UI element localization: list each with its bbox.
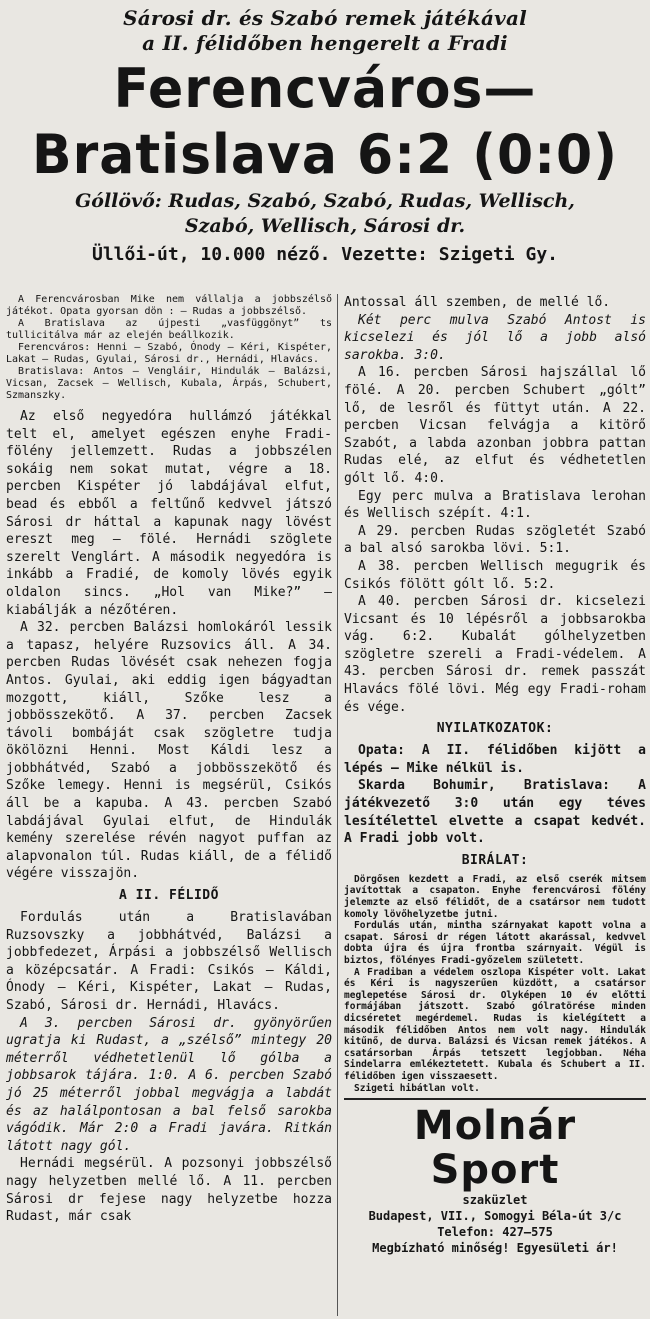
article-header — [0, 0, 650, 268]
critique-para-2: Fordulás után, mintha szárnyakat kapott volna a csapat. Sárosi dr régen látott akarással, kedvvel dobta újra és újra frontba szárnyait. Végül is biztos, fölényes Fradi-győzelem született. — [344, 920, 646, 966]
headline-line-2: Bratislava 6:2 (0:0) — [32, 123, 618, 187]
kicker-line-1: Sárosi dr. és Szabó remek játékával — [123, 6, 527, 30]
intro-lineup-ftc: Ferencváros: Henni — Szabó, Ónody — Kéri, Kispéter, Lakat — Rudas, Gyulai, Sárosi dr., Hernádi, Hlavács. — [6, 342, 332, 365]
column-divider — [337, 294, 338, 1316]
statement-opata: Opata: A II. félidőben kijött a lépés — Mike nélkül is. — [344, 743, 646, 776]
critique-para-4: Szigeti hibátlan volt. — [354, 1082, 480, 1094]
right-column — [344, 294, 646, 1256]
ad-subtitle: szaküzlet — [462, 1193, 528, 1208]
body-para-4: A 3. percben Sárosi dr. gyönyörűen ugratja ki Rudast, a „szélső” mintegy 20 méterről védhetetlenül lő gólba a jobbsarok tájára. 1:0. A 6. percben Szabó jó 25 méterről jobbal megvágja a labdát és az halálpontosan a bal felső sarokba vágódik. Már 2:0 a Fradi javára. Ritkán látott nagy gól. — [6, 1015, 332, 1154]
statements-heading: NYILATKOZATOK: — [436, 721, 554, 737]
body-para-3: Fordulás után a Bratislavában Ruzsovszky a jobbhátvéd, Balázsi a jobbfedezet, Árpási a jobbszélső Wellisch a középcsatár. A Fradi: Csikós — Káldi, Ónody — Kéri, Kispéter, Lakat — Rudas, Szabó, Sárosi dr. Hernádi, Hlavács. — [6, 910, 332, 1013]
statement-skarda: Skarda Bohumir, Bratislava: A játékvezető 3:0 után egy téves lesítélettel elvette a csapat kedvét. A Fradi jobb volt. — [344, 778, 646, 847]
critique-para-3: A Fradiban a védelem oszlopa Kispéter volt. Lakat és Kéri is nagyszerűen küzdött, a csatársor meglepetése Sárosi dr. Olyképen 10 év előtti formájában játszott. Szabó gólratörése minden dicséretet megérdemel. Rudas is kielégített a második félidőben Antos nem volt nagy. Hindulák kitűnő, de durva. Balázsi és Vicsan remek játékos. A csatársorban Árpás tetszett legjobban. Néha Sindelarra emlékeztetett. Kubala és Schubert a II. félidőben igen visszaesett. — [344, 966, 646, 1082]
body-para-1: Az első negyedóra hullámzó játékkal telt el, amelyet egészen enyhe Fradi-fölény jellemzett. Rudas a jobbszélen sokáig nem sokat mutat, végre a 18. percben Kispéter jó labdájával elfut, bead és ebből a feltűnő kedvvel játszó Sárosi dr háttal a kapunak nagy lövést ereszt meg — fölé. Hernádi szöglete szerelt Venglárt. A második negyedóra is inkább a Fradié, de komoly lövés egyik oldalon sincs. „Hol van Mike?” — kiabálják a nézőtéren. — [6, 409, 332, 618]
venue-line: Üllői-út, 10.000 néző. Vezette: Szigeti Gy. — [92, 244, 558, 265]
right-para-5: A 38. percben Wellisch megugrik és Csikós fölött gólt lő. 5:2. — [344, 558, 646, 592]
critique-para-1: Dörgősen kezdett a Fradi, az első cserék mitsem javítottak a csapaton. Enyhe ferencvárosi fölény jelemzte az első félidőt, de a csatársor nem tudott komoly lövőhelyzetbe jutni. — [344, 873, 646, 920]
ad-address: Budapest, VII., Somogyi Béla-út 3/c — [368, 1209, 622, 1224]
advertisement — [344, 1098, 646, 1256]
body-para-2: A 32. percben Balázsi homlokáról lessik a tapasz, helyére Ruzsovics áll. A 34. percben Rudas lövését csak nehezen fogja Antos. Gyulai, aki eddig igen bágyadtan mozgott, kiáll, Szőke lesz a jobbösszekötő. A 37. percben Zacsek távoli bombáját csak szögletre tudja ökölözni Henni. Most Káldi lesz a jobbhátvéd, Szabó a jobbösszekötő és Szőke lemegy. Henni is megsérül, Csikós áll be a kapuba. A 43. percben Szabó labdájával Gyulai elfut, de Hindulák kemény szerelése révén nagyot puffan az alapvonalon túl. Rudas kiáll, de a félidő végére visszajön. — [6, 620, 332, 882]
scorers-line-2: Szabó, Wellisch, Sárosi dr. — [184, 215, 466, 237]
ad-phone: Telefon: 427—575 — [437, 1225, 553, 1240]
body-para-5: Hernádi megsérül. A pozsonyi jobbszélső nagy helyzetben mellé lő. A 11. percben Sárosi dr fejese nagy helyzetbe hozza Rudast, már csak — [6, 1156, 332, 1225]
intro-para-1: A Ferencvárosban Mike nem vállalja a jobbszélső játékot. Opata gyorsan dön : — Rudas a jobbszélső. — [6, 294, 332, 317]
kicker-line-2: a II. félidőben hengerelt a Fradi — [142, 31, 508, 55]
ad-slogan: Megbízható minőség! Egyesületi ár! — [372, 1241, 618, 1256]
ad-brand-name: Molnár Sport — [413, 1103, 577, 1194]
critique-heading: BIRÁLAT: — [461, 852, 529, 868]
scorers-line-1: Góllövő: Rudas, Szabó, Szabó, Rudas, Wellisch, — [75, 190, 575, 212]
right-para-1b: Két perc mulva Szabó Antost is kicselezi és jól lő a jobb alsó sarokba. 3:0. — [344, 312, 646, 363]
right-para-4: A 29. percben Rudas szögletét Szabó a bal alsó sarokba lövi. 5:1. — [344, 523, 646, 557]
right-para-1: Antossal áll szemben, de mellé lő. — [344, 295, 611, 310]
right-para-6: A 40. percben Sárosi dr. kicselezi Vicsant és 10 lépésről a jobbsarokba vág. 6:2. Kubalát gólhelyzetben szögletre szereli a Fradi-védelem. A 43. percben Sárosi dr. remek passzát Hlavács fölé lövi. Még egy Fradi-roham és vége. — [344, 594, 646, 715]
intro-para-2: A Bratislava az újpesti „vasfüggönyt” ts tullicitálva már az elején beállkozik. — [6, 318, 332, 341]
left-column — [6, 294, 332, 1226]
right-para-2: A 16. percben Sárosi hajszállal lő fölé. A 20. percben Schubert „gólt” lő, de lesről és füttyt után. A 22. percben Vicsan felvágja a kitörő Szabót, a labda azonban jobbra pattan Rudas elé, az elfut és védhetetlen gólt lő. 4:0. — [344, 365, 646, 486]
headline-line-1: Ferencváros— — [113, 57, 537, 121]
intro-lineup-bratislava: Bratislava: Antos — Vengláir, Hindulák — Balázsi, Vicsan, Zacsek — Wellisch, Kubala, Árpás, Schubert, Szmanszky. — [6, 366, 332, 401]
second-half-heading: A II. FÉLIDŐ — [119, 888, 219, 904]
right-para-3: Egy perc mulva a Bratislava lerohan és Wellisch szépít. 4:1. — [344, 488, 646, 522]
article-columns — [4, 294, 646, 1316]
